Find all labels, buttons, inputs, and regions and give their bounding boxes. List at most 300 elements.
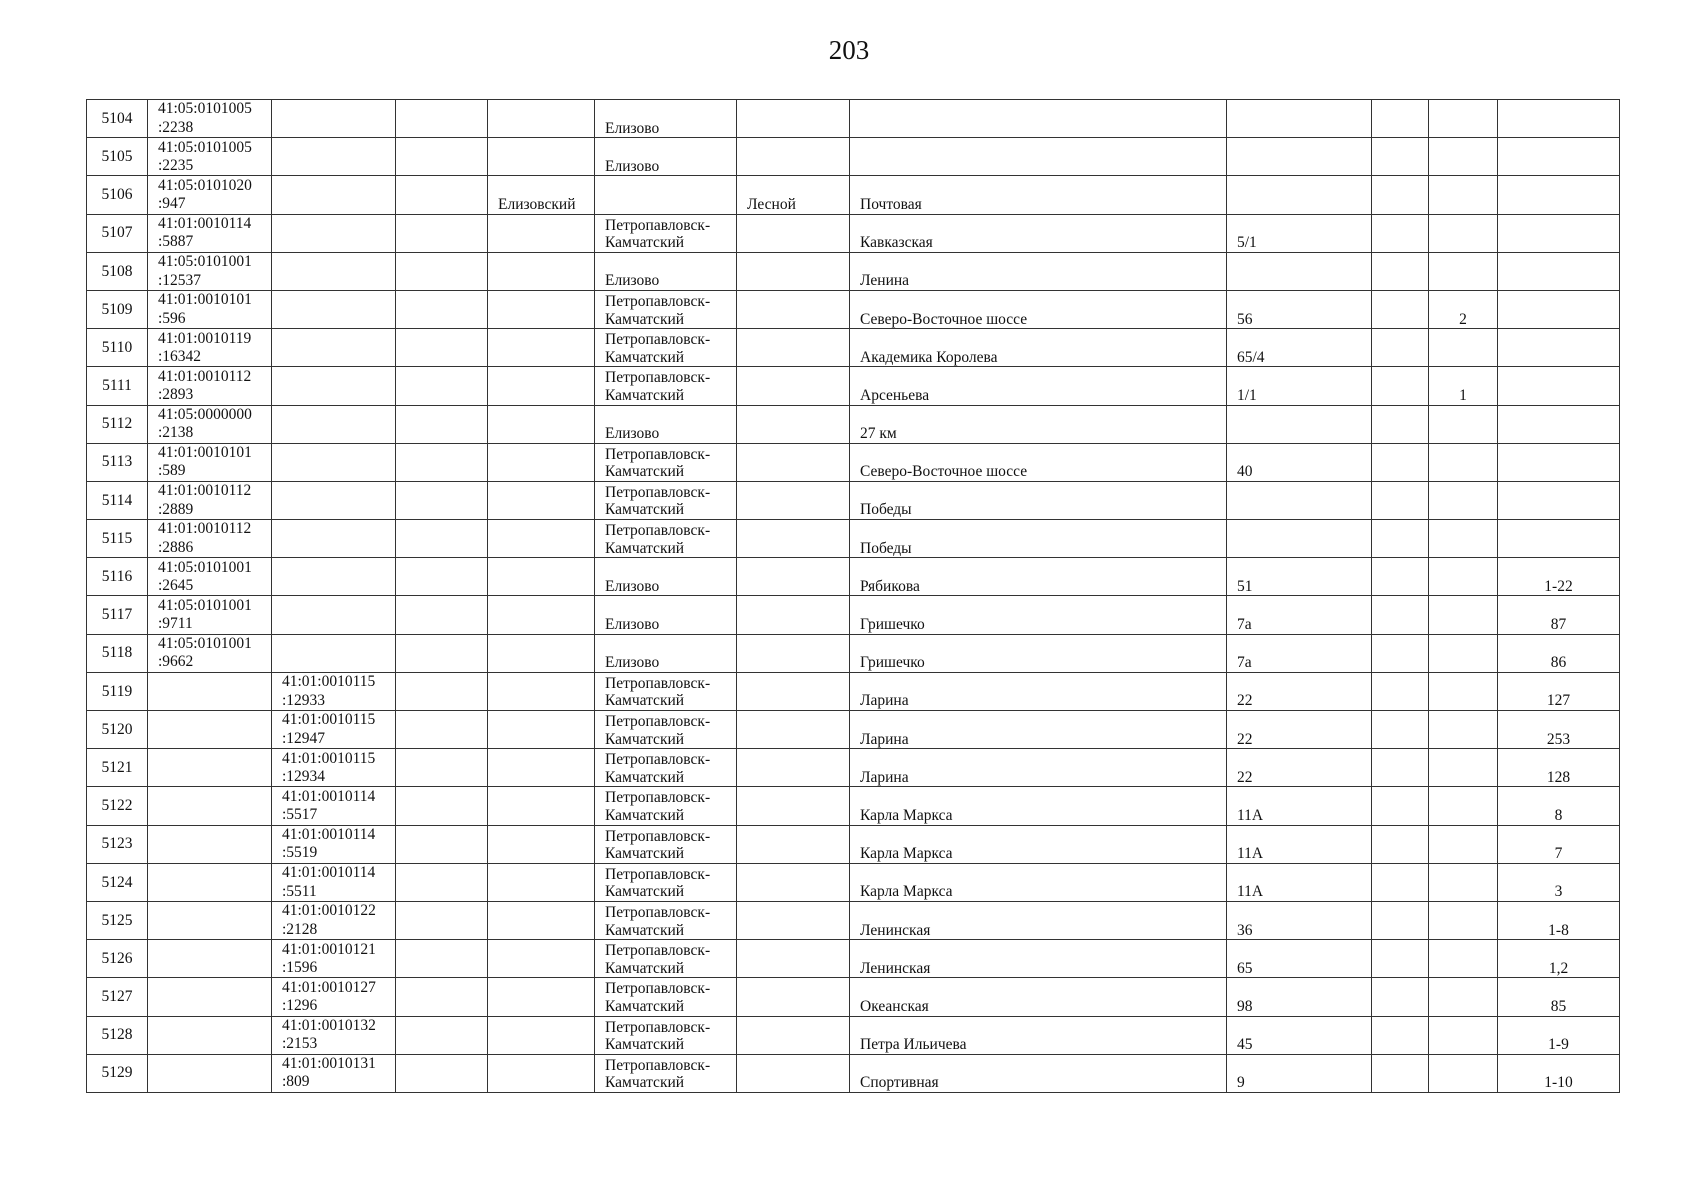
apartment-cell: 1-8 xyxy=(1498,901,1620,939)
house-cell: 22 xyxy=(1227,672,1372,710)
column-4-cell xyxy=(396,405,488,443)
street-cell: 27 км xyxy=(850,405,1227,443)
column-4-cell xyxy=(396,1054,488,1092)
district-cell xyxy=(488,1054,595,1092)
house-cell: 65 xyxy=(1227,940,1372,978)
column-10-cell xyxy=(1372,901,1429,939)
apartment-cell: 87 xyxy=(1498,596,1620,634)
column-4-cell xyxy=(396,672,488,710)
city-cell: Петропавловск- Камчатский xyxy=(595,711,737,749)
district-cell xyxy=(488,100,595,138)
district-cell xyxy=(488,1016,595,1054)
settlement-cell xyxy=(737,290,850,328)
cadastral-number-2-cell: 41:01:0010127 :1296 xyxy=(272,978,396,1016)
district-cell xyxy=(488,978,595,1016)
table-row xyxy=(87,481,1620,519)
street-cell xyxy=(850,100,1227,138)
cadastral-number-2-cell: 41:01:0010132 :2153 xyxy=(272,1016,396,1054)
district-cell xyxy=(488,290,595,328)
house-cell: 7а xyxy=(1227,634,1372,672)
table-row xyxy=(87,749,1620,787)
column-10-cell xyxy=(1372,558,1429,596)
settlement-cell xyxy=(737,940,850,978)
settlement-cell xyxy=(737,672,850,710)
column-4-cell xyxy=(396,1016,488,1054)
city-cell: Петропавловск- Камчатский xyxy=(595,672,737,710)
row-number-cell: 5115 xyxy=(87,520,148,558)
column-4-cell xyxy=(396,558,488,596)
cadastral-number-cell xyxy=(148,978,272,1016)
district-cell: Елизовский xyxy=(488,176,595,214)
column-4-cell xyxy=(396,138,488,176)
row-number-cell: 5117 xyxy=(87,596,148,634)
house-cell: 7а xyxy=(1227,596,1372,634)
table-row xyxy=(87,1016,1620,1054)
column-4-cell xyxy=(396,634,488,672)
settlement-cell xyxy=(737,1016,850,1054)
column-4-cell xyxy=(396,749,488,787)
house-cell xyxy=(1227,481,1372,519)
table-row xyxy=(87,596,1620,634)
building-cell xyxy=(1429,596,1498,634)
column-10-cell xyxy=(1372,825,1429,863)
city-cell: Петропавловск- Камчатский xyxy=(595,481,737,519)
page-number: 203 xyxy=(828,35,870,65)
building-cell xyxy=(1429,214,1498,252)
district-cell xyxy=(488,252,595,290)
column-4-cell xyxy=(396,367,488,405)
column-10-cell xyxy=(1372,1054,1429,1092)
cadastral-number-2-cell: 41:01:0010115 :12947 xyxy=(272,711,396,749)
street-cell: Спортивная xyxy=(850,1054,1227,1092)
row-number-cell: 5107 xyxy=(87,214,148,252)
apartment-cell xyxy=(1498,176,1620,214)
cadastral-number-2-cell xyxy=(272,443,396,481)
city-cell: Петропавловск- Камчатский xyxy=(595,825,737,863)
building-cell xyxy=(1429,558,1498,596)
street-cell: Ленина xyxy=(850,252,1227,290)
settlement-cell xyxy=(737,711,850,749)
house-cell: 98 xyxy=(1227,978,1372,1016)
row-number-cell: 5129 xyxy=(87,1054,148,1092)
table-row xyxy=(87,443,1620,481)
settlement-cell xyxy=(737,825,850,863)
cadastral-number-cell xyxy=(148,901,272,939)
building-cell: 1 xyxy=(1429,367,1498,405)
cadastral-number-cell: 41:05:0101020 :947 xyxy=(148,176,272,214)
table-row xyxy=(87,634,1620,672)
settlement-cell xyxy=(737,329,850,367)
column-4-cell xyxy=(396,329,488,367)
city-cell: Петропавловск- Камчатский xyxy=(595,329,737,367)
cadastral-number-cell: 41:05:0101001 :9711 xyxy=(148,596,272,634)
column-4-cell xyxy=(396,520,488,558)
column-10-cell xyxy=(1372,367,1429,405)
city-cell: Петропавловск- Камчатский xyxy=(595,214,737,252)
street-cell: Карла Маркса xyxy=(850,787,1227,825)
house-cell: 22 xyxy=(1227,711,1372,749)
cadastral-number-cell: 41:01:0010114 :5887 xyxy=(148,214,272,252)
city-cell: Петропавловск- Камчатский xyxy=(595,901,737,939)
column-10-cell xyxy=(1372,443,1429,481)
cadastral-number-2-cell xyxy=(272,558,396,596)
district-cell xyxy=(488,481,595,519)
column-10-cell xyxy=(1372,214,1429,252)
settlement-cell xyxy=(737,634,850,672)
apartment-cell: 127 xyxy=(1498,672,1620,710)
house-cell xyxy=(1227,520,1372,558)
district-cell xyxy=(488,443,595,481)
row-number-cell: 5116 xyxy=(87,558,148,596)
address-registry-table xyxy=(86,99,1620,1093)
district-cell xyxy=(488,596,595,634)
street-cell xyxy=(850,138,1227,176)
apartment-cell: 3 xyxy=(1498,863,1620,901)
cadastral-number-cell: 41:01:0010101 :589 xyxy=(148,443,272,481)
column-4-cell xyxy=(396,978,488,1016)
table-row xyxy=(87,1054,1620,1092)
street-cell: Гришечко xyxy=(850,596,1227,634)
apartment-cell: 7 xyxy=(1498,825,1620,863)
house-cell xyxy=(1227,405,1372,443)
building-cell xyxy=(1429,901,1498,939)
cadastral-number-cell xyxy=(148,1054,272,1092)
row-number-cell: 5109 xyxy=(87,290,148,328)
column-10-cell xyxy=(1372,252,1429,290)
row-number-cell: 5120 xyxy=(87,711,148,749)
table-row xyxy=(87,252,1620,290)
cadastral-number-2-cell: 41:01:0010122 :2128 xyxy=(272,901,396,939)
settlement-cell xyxy=(737,596,850,634)
row-number-cell: 5105 xyxy=(87,138,148,176)
building-cell xyxy=(1429,711,1498,749)
building-cell xyxy=(1429,672,1498,710)
city-cell: Елизово xyxy=(595,138,737,176)
building-cell xyxy=(1429,863,1498,901)
house-cell: 51 xyxy=(1227,558,1372,596)
city-cell: Петропавловск- Камчатский xyxy=(595,863,737,901)
column-10-cell xyxy=(1372,520,1429,558)
building-cell xyxy=(1429,100,1498,138)
column-4-cell xyxy=(396,214,488,252)
settlement-cell xyxy=(737,443,850,481)
city-cell: Елизово xyxy=(595,596,737,634)
cadastral-number-cell: 41:01:0010112 :2889 xyxy=(148,481,272,519)
street-cell: Победы xyxy=(850,520,1227,558)
table-row xyxy=(87,978,1620,1016)
cadastral-number-cell xyxy=(148,672,272,710)
city-cell: Елизово xyxy=(595,634,737,672)
settlement-cell xyxy=(737,405,850,443)
column-4-cell xyxy=(396,901,488,939)
city-cell: Елизово xyxy=(595,252,737,290)
building-cell xyxy=(1429,138,1498,176)
settlement-cell xyxy=(737,558,850,596)
table-row xyxy=(87,672,1620,710)
column-10-cell xyxy=(1372,405,1429,443)
city-cell: Петропавловск- Камчатский xyxy=(595,787,737,825)
column-4-cell xyxy=(396,481,488,519)
apartment-cell xyxy=(1498,214,1620,252)
table-row xyxy=(87,520,1620,558)
apartment-cell: 1-9 xyxy=(1498,1016,1620,1054)
column-10-cell xyxy=(1372,978,1429,1016)
city-cell: Елизово xyxy=(595,558,737,596)
apartment-cell xyxy=(1498,100,1620,138)
apartment-cell: 85 xyxy=(1498,978,1620,1016)
cadastral-number-cell: 41:01:0010119 :16342 xyxy=(148,329,272,367)
settlement-cell xyxy=(737,978,850,1016)
cadastral-number-2-cell: 41:01:0010131 :809 xyxy=(272,1054,396,1092)
apartment-cell: 128 xyxy=(1498,749,1620,787)
cadastral-number-cell xyxy=(148,1016,272,1054)
column-4-cell xyxy=(396,825,488,863)
settlement-cell: Лесной xyxy=(737,176,850,214)
row-number-cell: 5114 xyxy=(87,481,148,519)
city-cell: Петропавловск- Камчатский xyxy=(595,940,737,978)
city-cell: Петропавловск- Камчатский xyxy=(595,367,737,405)
apartment-cell: 1,2 xyxy=(1498,940,1620,978)
cadastral-number-cell xyxy=(148,940,272,978)
house-cell: 22 xyxy=(1227,749,1372,787)
district-cell xyxy=(488,367,595,405)
building-cell xyxy=(1429,405,1498,443)
apartment-cell: 8 xyxy=(1498,787,1620,825)
row-number-cell: 5111 xyxy=(87,367,148,405)
district-cell xyxy=(488,749,595,787)
column-10-cell xyxy=(1372,138,1429,176)
district-cell xyxy=(488,329,595,367)
city-cell: Петропавловск- Камчатский xyxy=(595,520,737,558)
street-cell: Ленинская xyxy=(850,901,1227,939)
apartment-cell xyxy=(1498,443,1620,481)
column-10-cell xyxy=(1372,1016,1429,1054)
apartment-cell: 86 xyxy=(1498,634,1620,672)
row-number-cell: 5118 xyxy=(87,634,148,672)
column-4-cell xyxy=(396,787,488,825)
cadastral-number-2-cell xyxy=(272,367,396,405)
column-4-cell xyxy=(396,940,488,978)
district-cell xyxy=(488,672,595,710)
apartment-cell xyxy=(1498,367,1620,405)
apartment-cell xyxy=(1498,252,1620,290)
settlement-cell xyxy=(737,901,850,939)
street-cell: Кавказская xyxy=(850,214,1227,252)
building-cell xyxy=(1429,1016,1498,1054)
building-cell xyxy=(1429,1054,1498,1092)
cadastral-number-2-cell xyxy=(272,405,396,443)
city-cell: Петропавловск- Камчатский xyxy=(595,443,737,481)
column-4-cell xyxy=(396,711,488,749)
cadastral-number-2-cell xyxy=(272,520,396,558)
district-cell xyxy=(488,711,595,749)
column-10-cell xyxy=(1372,290,1429,328)
column-10-cell xyxy=(1372,749,1429,787)
building-cell xyxy=(1429,787,1498,825)
column-4-cell xyxy=(396,863,488,901)
house-cell xyxy=(1227,138,1372,176)
table-row xyxy=(87,367,1620,405)
row-number-cell: 5106 xyxy=(87,176,148,214)
house-cell: 40 xyxy=(1227,443,1372,481)
district-cell xyxy=(488,825,595,863)
column-10-cell xyxy=(1372,863,1429,901)
street-cell: Северо-Восточное шоссе xyxy=(850,443,1227,481)
building-cell xyxy=(1429,825,1498,863)
cadastral-number-2-cell: 41:01:0010114 :5517 xyxy=(272,787,396,825)
cadastral-number-2-cell xyxy=(272,634,396,672)
column-4-cell xyxy=(396,100,488,138)
cadastral-number-2-cell: 41:01:0010114 :5511 xyxy=(272,863,396,901)
table-row xyxy=(87,711,1620,749)
column-4-cell xyxy=(396,443,488,481)
table-row xyxy=(87,901,1620,939)
cadastral-number-2-cell: 41:01:0010121 :1596 xyxy=(272,940,396,978)
street-cell: Рябикова xyxy=(850,558,1227,596)
house-cell: 11А xyxy=(1227,787,1372,825)
apartment-cell xyxy=(1498,329,1620,367)
cadastral-number-cell xyxy=(148,749,272,787)
district-cell xyxy=(488,405,595,443)
row-number-cell: 5113 xyxy=(87,443,148,481)
district-cell xyxy=(488,863,595,901)
column-10-cell xyxy=(1372,100,1429,138)
column-10-cell xyxy=(1372,672,1429,710)
city-cell: Петропавловск- Камчатский xyxy=(595,1016,737,1054)
city-cell: Елизово xyxy=(595,100,737,138)
street-cell: Северо-Восточное шоссе xyxy=(850,290,1227,328)
street-cell: Карла Маркса xyxy=(850,825,1227,863)
house-cell xyxy=(1227,176,1372,214)
street-cell: Ларина xyxy=(850,672,1227,710)
house-cell: 11А xyxy=(1227,863,1372,901)
apartment-cell: 1-22 xyxy=(1498,558,1620,596)
column-10-cell xyxy=(1372,176,1429,214)
city-cell: Петропавловск- Камчатский xyxy=(595,1054,737,1092)
row-number-cell: 5108 xyxy=(87,252,148,290)
column-10-cell xyxy=(1372,787,1429,825)
cadastral-number-2-cell xyxy=(272,596,396,634)
settlement-cell xyxy=(737,787,850,825)
district-cell xyxy=(488,214,595,252)
cadastral-number-2-cell xyxy=(272,329,396,367)
building-cell xyxy=(1429,252,1498,290)
row-number-cell: 5110 xyxy=(87,329,148,367)
district-cell xyxy=(488,787,595,825)
table-row xyxy=(87,214,1620,252)
district-cell xyxy=(488,558,595,596)
district-cell xyxy=(488,634,595,672)
cadastral-number-cell: 41:05:0101005 :2235 xyxy=(148,138,272,176)
house-cell: 56 xyxy=(1227,290,1372,328)
cadastral-number-cell: 41:05:0101001 :2645 xyxy=(148,558,272,596)
building-cell xyxy=(1429,978,1498,1016)
row-number-cell: 5126 xyxy=(87,940,148,978)
table-row xyxy=(87,290,1620,328)
street-cell: Океанская xyxy=(850,978,1227,1016)
table-row xyxy=(87,329,1620,367)
apartment-cell: 253 xyxy=(1498,711,1620,749)
city-cell: Петропавловск- Камчатский xyxy=(595,978,737,1016)
district-cell xyxy=(488,520,595,558)
cadastral-number-2-cell xyxy=(272,138,396,176)
settlement-cell xyxy=(737,252,850,290)
registry-body xyxy=(87,100,1620,1093)
column-10-cell xyxy=(1372,481,1429,519)
cadastral-number-2-cell xyxy=(272,290,396,328)
building-cell xyxy=(1429,481,1498,519)
building-cell xyxy=(1429,329,1498,367)
cadastral-number-cell xyxy=(148,863,272,901)
cadastral-number-cell: 41:01:0010101 :596 xyxy=(148,290,272,328)
street-cell: Арсеньева xyxy=(850,367,1227,405)
cadastral-number-cell xyxy=(148,825,272,863)
row-number-cell: 5128 xyxy=(87,1016,148,1054)
table-row xyxy=(87,787,1620,825)
street-cell: Карла Маркса xyxy=(850,863,1227,901)
house-cell: 11А xyxy=(1227,825,1372,863)
district-cell xyxy=(488,901,595,939)
cadastral-number-2-cell: 41:01:0010114 :5519 xyxy=(272,825,396,863)
row-number-cell: 5122 xyxy=(87,787,148,825)
settlement-cell xyxy=(737,100,850,138)
house-cell xyxy=(1227,252,1372,290)
apartment-cell xyxy=(1498,290,1620,328)
cadastral-number-cell: 41:01:0010112 :2893 xyxy=(148,367,272,405)
cadastral-number-cell: 41:05:0101001 :12537 xyxy=(148,252,272,290)
house-cell: 65/4 xyxy=(1227,329,1372,367)
row-number-cell: 5119 xyxy=(87,672,148,710)
street-cell: Петра Ильичева xyxy=(850,1016,1227,1054)
street-cell: Ленинская xyxy=(850,940,1227,978)
cadastral-number-2-cell xyxy=(272,214,396,252)
column-4-cell xyxy=(396,596,488,634)
street-cell: Ларина xyxy=(850,749,1227,787)
settlement-cell xyxy=(737,367,850,405)
cadastral-number-cell xyxy=(148,711,272,749)
cadastral-number-cell xyxy=(148,787,272,825)
district-cell xyxy=(488,940,595,978)
house-cell: 9 xyxy=(1227,1054,1372,1092)
column-10-cell xyxy=(1372,596,1429,634)
column-4-cell xyxy=(396,176,488,214)
street-cell: Гришечко xyxy=(850,634,1227,672)
house-cell: 1/1 xyxy=(1227,367,1372,405)
apartment-cell xyxy=(1498,405,1620,443)
city-cell: Петропавловск- Камчатский xyxy=(595,290,737,328)
settlement-cell xyxy=(737,481,850,519)
building-cell: 2 xyxy=(1429,290,1498,328)
settlement-cell xyxy=(737,863,850,901)
table-row xyxy=(87,176,1620,214)
row-number-cell: 5123 xyxy=(87,825,148,863)
settlement-cell xyxy=(737,214,850,252)
row-number-cell: 5125 xyxy=(87,901,148,939)
cadastral-number-2-cell xyxy=(272,100,396,138)
cadastral-number-2-cell xyxy=(272,176,396,214)
house-cell: 36 xyxy=(1227,901,1372,939)
apartment-cell xyxy=(1498,520,1620,558)
cadastral-number-2-cell: 41:01:0010115 :12934 xyxy=(272,749,396,787)
street-cell: Ларина xyxy=(850,711,1227,749)
row-number-cell: 5124 xyxy=(87,863,148,901)
city-cell: Петропавловск- Камчатский xyxy=(595,749,737,787)
column-4-cell xyxy=(396,252,488,290)
cadastral-number-cell: 41:05:0000000 :2138 xyxy=(148,405,272,443)
apartment-cell: 1-10 xyxy=(1498,1054,1620,1092)
settlement-cell xyxy=(737,138,850,176)
street-cell: Академика Королева xyxy=(850,329,1227,367)
